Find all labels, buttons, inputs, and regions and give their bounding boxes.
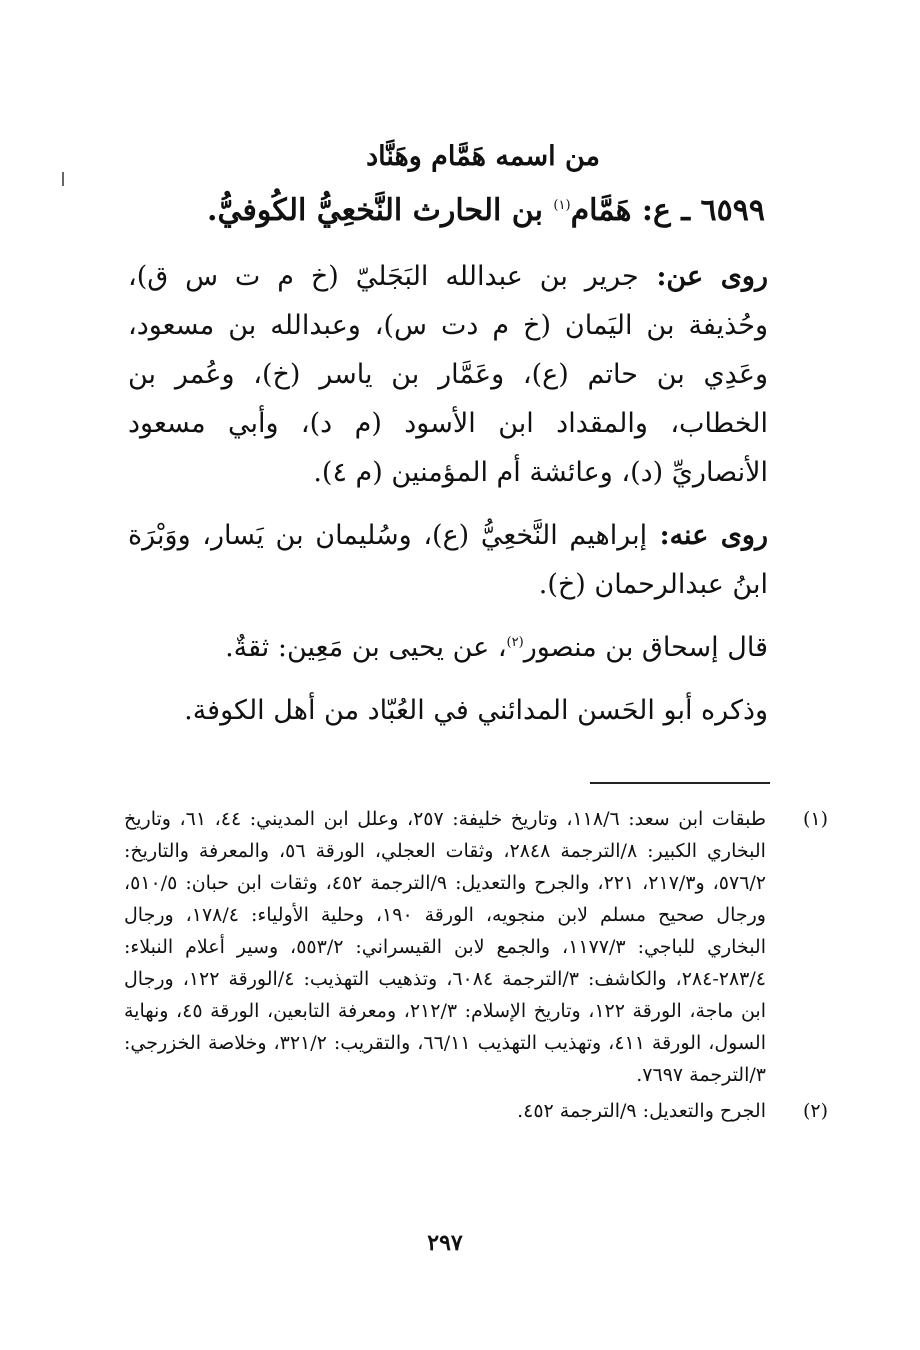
narrated-by-paragraph: [128, 511, 768, 609]
statement-after: ، عن يحيى بن مَعِين: ثقةٌ.: [225, 632, 507, 663]
statement-before: قال إسحاق بن منصور: [523, 632, 768, 663]
section-heading: من اسمه هَمَّام وهَنَّاد: [366, 141, 600, 172]
footnote-2: [124, 1095, 828, 1127]
footnote-1-number: (١): [802, 808, 828, 830]
footnote-separator: [590, 782, 770, 784]
margin-mark: [62, 172, 64, 186]
footnote-marker-1[interactable]: (١): [553, 198, 571, 213]
footnotes: [124, 803, 828, 1131]
narrated-from-paragraph: [128, 252, 768, 497]
statement-paragraph: [128, 623, 768, 672]
narrated-by-label: روى عنه:: [647, 520, 768, 551]
entry-heading-name: ٦٥٩٩ ـ ع: هَمَّام: [570, 193, 765, 228]
footnote-2-text: الجرح والتعديل: ٩/الترجمة ٤٥٢.: [517, 1100, 766, 1122]
entry-heading: [120, 186, 765, 236]
footnote-1-text: طبقات ابن سعد: ١١٨/٦، وتاريخ خليفة: ٢٥٧، وعلل ابن المديني: ٤٤، ٦١، وتاريخ البخاري الكبير: ٨/الترجمة ٢٨٤٨، وثقات العجلي، الورقة ٥٦، والمعرفة والتاريخ: ٥٧٦/٢، و٢١٧/٣، ٢٢١، والجرح والتعديل: ٩/الترجمة ٤٥٢، وثقات ابن حبان: ٥١٠/٥، ورجال صحيح مسلم لابن منجويه، الورقة ١٩٠، وحلية الأولياء: ١٧٨/٤، ورجال البخاري للباجي: ١١٧٧/٣، والجمع لابن القيسراني: ٥٥٣/٢، وسير أعلام النبلاء: ٢٨٣/٤-٢٨٤، والكاشف: ٣/الترجمة ٦٠٨٤، وتذهيب التهذيب: ٤/الورقة ١٢٢، ورجال ابن ماجة، الورقة ١٢٢، وتاريخ الإسلام: ٢١٢/٣، ومعرفة التابعين، الورقة ٤٥، ونهاية السول، الورقة ٤١١، وتهذيب التهذيب ٦٦/١١، والتقريب: ٣٢١/٢، وخلاصة الخزرجي: ٣/الترجمة ٧٦٩٧.: [124, 808, 767, 1086]
mention-paragraph: وذكره أبو الحَسن المدائني في العُبّاد من أهل الكوفة.: [184, 695, 768, 726]
entry-body: [128, 252, 768, 749]
narrated-by-text: إبراهيم النَّخعِيُّ (ع)، وسُليمان بن يَسار، ووَبْرَة ابنُ عبدالرحمان (خ).: [128, 520, 768, 600]
footnote-1: [124, 803, 828, 1091]
footnote-marker-2[interactable]: (٢): [506, 635, 524, 650]
footnote-2-number: (٢): [802, 1100, 828, 1122]
entry-heading-lineage: بن الحارث النَّخعِيُّ الكُوفيُّ.: [207, 193, 554, 228]
page-number: ٢٩٧: [427, 1230, 463, 1256]
narrated-from-text: جرير بن عبدالله البَجَليّ (خ م ت س ق)، وحُذيفة بن اليَمان (خ م دت س)، وعبدالله بن مسعود، وعَدِي بن حاتم (ع)، وعَمَّار بن ياسر (خ)، وعُمر بن الخطاب، والمقداد ابن الأسود (م د)، وأبي مسعود الأنصاريِّ (د)، وعائشة أم المؤمنين (م ٤).: [128, 261, 768, 488]
narrated-from-label: روى عن:: [638, 261, 768, 292]
